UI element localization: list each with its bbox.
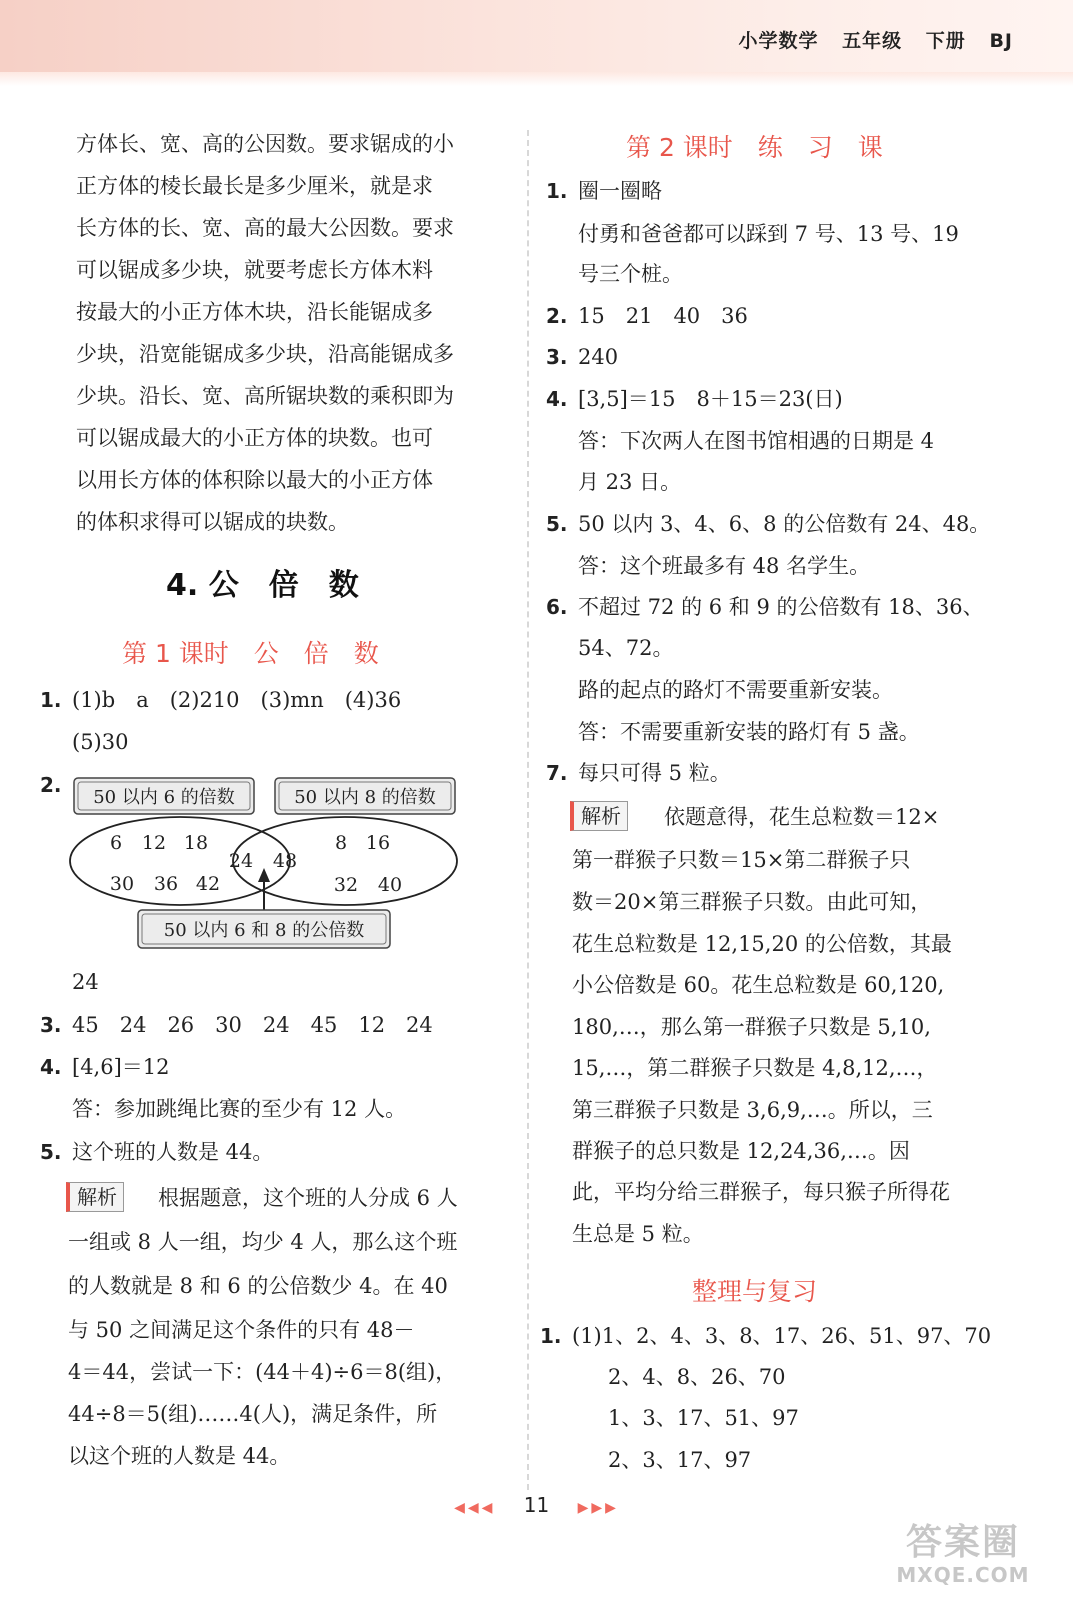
analysis-line: 44÷8＝5(组)……4(人)，满足条件，所 — [68, 1402, 438, 1426]
watermark-url: MXQE.COM — [896, 1563, 1030, 1587]
arrow-head — [258, 868, 270, 882]
set-element: 8 — [334, 832, 348, 854]
question-number: 1. — [546, 179, 568, 203]
column-divider — [527, 130, 529, 1490]
paragraph-line: 可以锯成最大的小正方体的块数。也可 — [76, 426, 433, 450]
set-element: 36 — [153, 873, 179, 895]
watermark-logo — [883, 1522, 1043, 1592]
set-element: 12 — [141, 832, 167, 854]
lesson-title: 第 1 课时 公 倍 数 — [122, 639, 379, 668]
analysis-line: 根据题意，这个班的人分成 6 人 — [158, 1186, 458, 1210]
question-number: 7. — [546, 761, 568, 785]
book-info — [723, 26, 1013, 53]
answer-text: (1)1、2、4、3、8、17、26、51、97、70 — [572, 1324, 992, 1348]
set-element: 6 — [109, 832, 123, 854]
volume-label: 下册 — [925, 30, 966, 52]
common-element: 24 — [228, 850, 254, 872]
answer-text: 答：不需要重新安装的路灯有 5 盏。 — [578, 720, 920, 744]
answer-text: [3,5]＝15 8＋15＝23(日) — [578, 387, 843, 411]
analysis-line: 第三群猴子只数是 3,6,9,…。所以，三 — [572, 1098, 933, 1122]
question-number: 5. — [546, 512, 568, 536]
answer-text: 付勇和爸爸都可以踩到 7 号、13 号、19 — [578, 222, 959, 246]
section-title: 整理与复习 — [692, 1277, 818, 1306]
answer-text: 2、4、8、26、70 — [608, 1365, 786, 1389]
page-footer — [0, 1490, 1073, 1523]
next-arrows-icon: ▶▶▶ — [577, 1500, 619, 1516]
question-number: 5. — [40, 1140, 62, 1164]
answer-text: (5)30 — [72, 730, 129, 754]
analysis-line: 180,…，那么第一群猴子只数是 5,10, — [572, 1015, 931, 1039]
page-number: 11 — [523, 1493, 550, 1517]
analysis-line: 4＝44，尝试一下：(44＋4)÷6＝8(组)， — [68, 1360, 457, 1384]
set-element: 18 — [183, 832, 209, 854]
answer-text: 1、3、17、51、97 — [608, 1406, 799, 1430]
common-label: 50 以内 6 和 8 的公倍数 — [163, 920, 365, 941]
analysis-line: 以这个班的人数是 44。 — [68, 1444, 291, 1468]
grade-label: 五年级 — [842, 30, 903, 52]
answer-text: 不超过 72 的 6 和 9 的公倍数有 18、36、 — [578, 595, 984, 619]
answer-text: 路的起点的路灯不需要重新安装。 — [578, 678, 893, 702]
analysis-line: 花生总粒数是 12,15,20 的公倍数，其最 — [572, 932, 952, 956]
answer-text: 号三个桩。 — [578, 262, 683, 286]
question-number: 2. — [40, 773, 62, 797]
paragraph-line: 按最大的小正方体木块，沿长能锯成多 — [76, 300, 433, 324]
paragraph-line: 以用长方体的体积除以最大的小正方体 — [76, 468, 433, 492]
question-number: 3. — [40, 1013, 62, 1037]
set-element: 32 — [333, 874, 359, 896]
analysis-line: 的人数就是 8 和 6 的公倍数少 4。在 40 — [68, 1274, 448, 1298]
watermark-text: 答案圈 — [905, 1522, 1020, 1563]
answer-text: 45 24 26 30 24 45 12 24 — [72, 1013, 433, 1037]
answer-text: 这个班的人数是 44。 — [72, 1140, 274, 1164]
analysis-badge: 解析 — [66, 1182, 124, 1212]
analysis-line: 小公倍数是 60。花生总粒数是 60,120, — [572, 973, 945, 997]
question-number: 1. — [40, 688, 62, 712]
lesson-title: 第 2 课时 练 习 课 — [626, 133, 883, 162]
set-element: 16 — [365, 832, 391, 854]
answer-text: 答：这个班最多有 48 名学生。 — [578, 554, 871, 578]
answer-text: 2、3、17、97 — [608, 1448, 752, 1472]
paragraph-line: 正方体的棱长最长是多少厘米，就是求 — [76, 174, 433, 198]
answer-text: 54、72。 — [578, 636, 674, 660]
chapter-title: 4. 公 倍 数 — [166, 568, 359, 603]
answer-text: 50 以内 3、4、6、8 的公倍数有 24、48。 — [578, 512, 991, 536]
answer-text: 15 21 40 36 — [578, 304, 748, 328]
answer-text: 圈一圈略 — [578, 179, 662, 203]
subject-label: 小学数学 — [738, 30, 819, 52]
question-number: 6. — [546, 595, 568, 619]
analysis-line: 生总是 5 粒。 — [572, 1222, 704, 1246]
analysis-line: 与 50 之间满足这个条件的只有 48－ — [68, 1318, 415, 1342]
answer-text: 每只可得 5 粒。 — [578, 761, 731, 785]
question-number: 3. — [546, 345, 568, 369]
answer-text: 月 23 日。 — [578, 470, 682, 494]
analysis-line: 数＝20×第三群猴子只数。由此可知， — [572, 890, 932, 914]
answer-text: 答：参加跳绳比赛的至少有 12 人。 — [72, 1097, 407, 1121]
paragraph-line: 少块，沿宽能锯成多少块，沿高能锯成多 — [76, 342, 454, 366]
set-ellipse-6 — [70, 817, 290, 905]
edition-label: BJ — [989, 30, 1013, 52]
analysis-line: 15,…，第二群猴子只数是 4,8,12,…， — [572, 1056, 938, 1080]
analysis-line: 依题意得，花生总粒数＝12× — [664, 805, 940, 829]
question-number: 4. — [546, 387, 568, 411]
paragraph-line: 的体积求得可以锯成的块数。 — [76, 510, 349, 534]
paragraph-line: 可以锯成多少块，就要考虑长方体木料 — [76, 258, 433, 282]
answer-text: 24 — [72, 970, 99, 994]
question-number: 1. — [540, 1324, 562, 1348]
answer-text: 答：下次两人在图书馆相遇的日期是 4 — [578, 429, 935, 453]
paragraph-line: 少块。沿长、宽、高所锯块数的乘积即为 — [76, 384, 454, 408]
venn-diagram — [60, 770, 480, 960]
paragraph-line: 方体长、宽、高的公因数。要求锯成的小 — [76, 132, 454, 156]
set-element: 30 — [109, 873, 135, 895]
set-element: 40 — [377, 874, 403, 896]
set-label-8: 50 以内 8 的倍数 — [294, 787, 436, 808]
common-element: 48 — [272, 850, 298, 872]
answer-text: [4,6]＝12 — [72, 1055, 170, 1079]
question-number: 4. — [40, 1055, 62, 1079]
prev-arrows-icon: ◀◀◀ — [454, 1500, 496, 1516]
question-number: 2. — [546, 304, 568, 328]
analysis-line: 第一群猴子只数＝15×第二群猴子只 — [572, 848, 911, 872]
set-label-6: 50 以内 6 的倍数 — [93, 787, 235, 808]
analysis-badge: 解析 — [570, 801, 628, 831]
answer-text: 240 — [578, 345, 619, 369]
set-element: 42 — [195, 873, 221, 895]
analysis-line: 此，平均分给三群猴子，每只猴子所得花 — [572, 1180, 950, 1204]
analysis-line: 群猴子的总只数是 12,24,36,…。因 — [572, 1139, 910, 1163]
paragraph-line: 长方体的长、宽、高的最大公因数。要求 — [76, 216, 454, 240]
analysis-line: 一组或 8 人一组，均少 4 人，那么这个班 — [68, 1230, 458, 1254]
answer-text: (1)b a (2)210 (3)mn (4)36 — [72, 688, 402, 712]
